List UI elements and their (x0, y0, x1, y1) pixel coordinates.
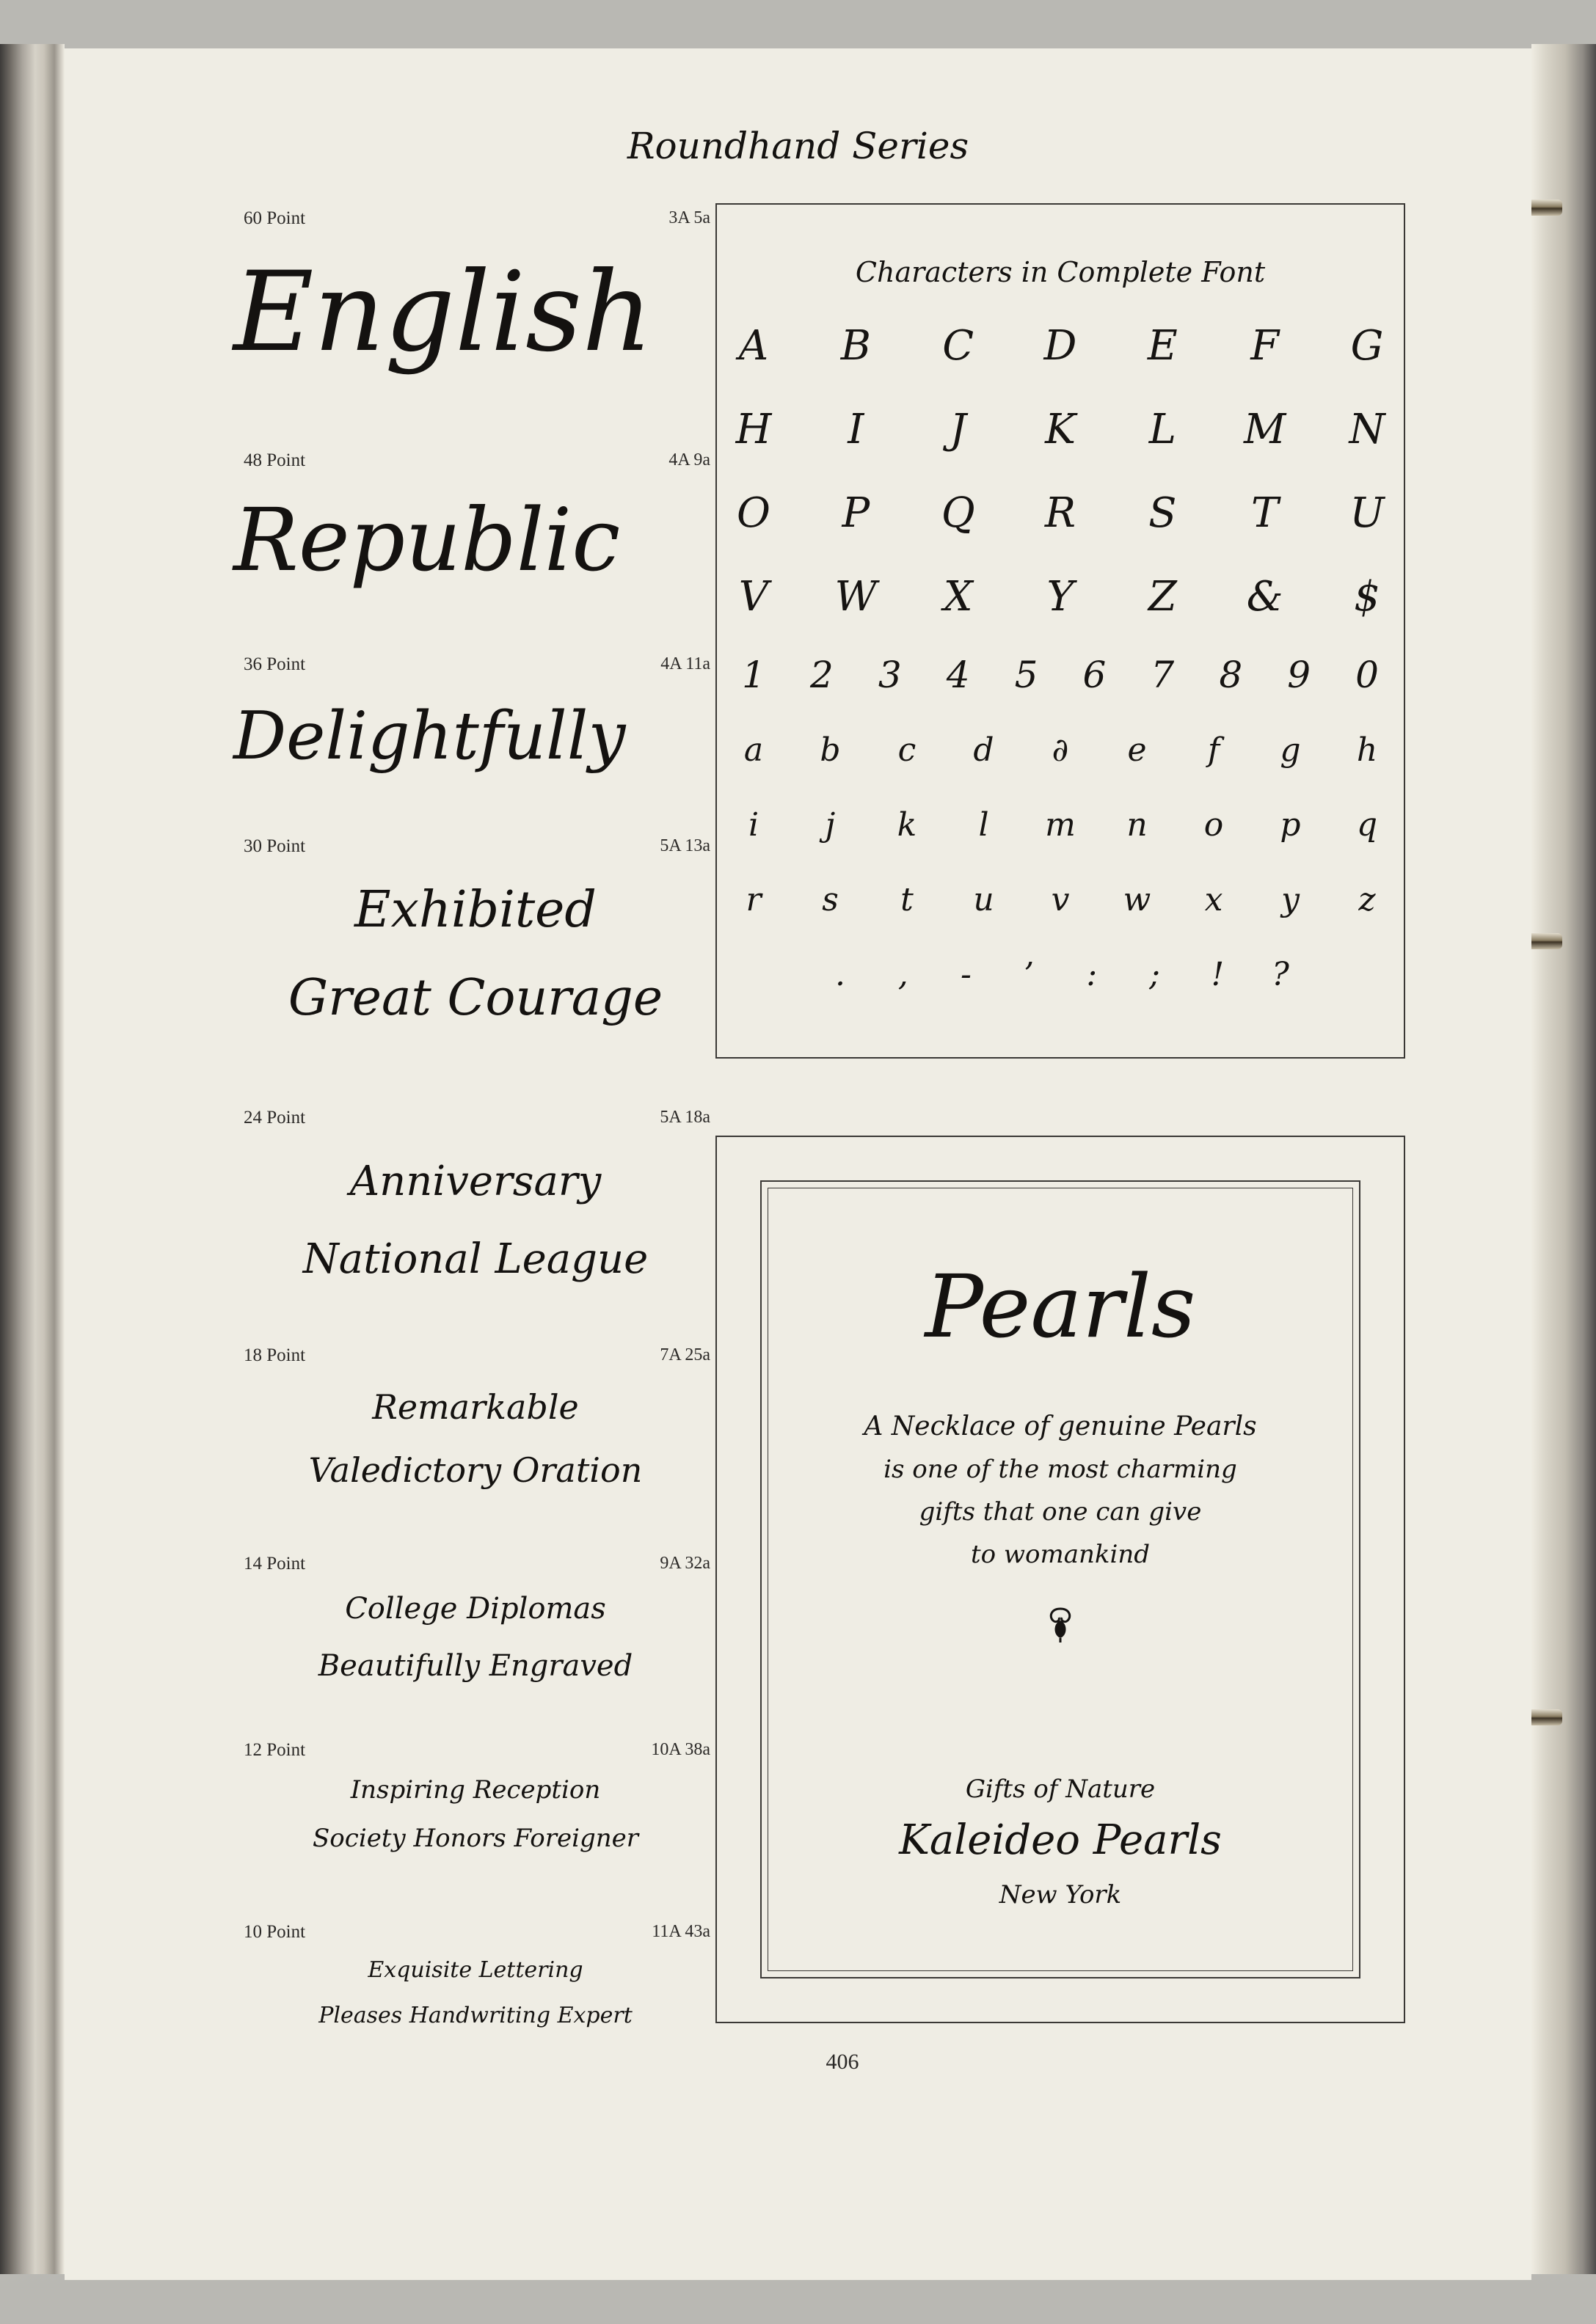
specimen-line: Anniversary (349, 1158, 602, 1205)
font-glyph: 0 (1355, 654, 1379, 696)
font-glyph: K (1045, 406, 1076, 453)
ad-location: New York (999, 1880, 1122, 1910)
font-glyph: m (1045, 806, 1076, 844)
font-glyph: & (1246, 573, 1283, 621)
font-glyph: ? (1272, 956, 1289, 993)
specimen-line: Great Courage (288, 969, 663, 1027)
page-number: 406 (826, 2050, 859, 2074)
font-glyph: k (897, 806, 917, 844)
font-glyph: Y (1046, 573, 1074, 621)
font-glyph: u (973, 881, 994, 918)
font-glyph: ; (1149, 956, 1160, 993)
font-glyph: d (973, 731, 994, 769)
font-glyph: s (822, 881, 839, 918)
font-glyph: N (1349, 406, 1385, 453)
ad-body-line: A Necklace of genuine Pearls (864, 1411, 1257, 1441)
font-count-label: 5A 18a (660, 1108, 710, 1127)
font-glyph: L (1148, 406, 1176, 453)
font-glyph: H (735, 406, 772, 453)
font-glyph: q (1356, 806, 1378, 844)
font-glyph: l (978, 806, 989, 844)
font-glyph: a (743, 731, 764, 769)
ad-body-line: gifts that one can give (919, 1497, 1202, 1527)
font-glyph: 7 (1151, 654, 1175, 696)
font-glyph: A (738, 322, 769, 370)
ad-headline: Pearls (925, 1256, 1196, 1357)
ad-tagline: Gifts of Nature (965, 1775, 1156, 1804)
specimen-line: Exhibited (354, 881, 597, 939)
specimen-line: Republic (233, 489, 621, 591)
specimen-line: Remarkable (372, 1387, 579, 1427)
font-glyph: S (1148, 489, 1177, 537)
font-glyph: 5 (1014, 654, 1038, 696)
font-glyph: T (1250, 489, 1279, 537)
specimen-line: National League (302, 1235, 649, 1283)
point-size-label: 10 Point (244, 1922, 306, 1942)
font-glyph: b (820, 731, 841, 769)
point-size-label: 30 Point (244, 836, 306, 856)
font-glyph: z (1358, 881, 1376, 918)
specimen-line: Society Honors Foreigner (313, 1824, 638, 1853)
font-glyph: c (897, 731, 917, 769)
book-page (65, 48, 1531, 2280)
ad-body-line: to womankind (970, 1540, 1151, 1569)
font-glyph: V (738, 573, 769, 621)
point-size-label: 48 Point (244, 450, 306, 470)
font-glyph: g (1280, 731, 1301, 769)
font-glyph: v (1051, 881, 1070, 918)
font-glyph: B (840, 322, 871, 370)
book-left-edge (0, 44, 65, 2274)
specimen-line: Pleases Handwriting Expert (318, 2003, 633, 2028)
font-count-label: 5A 13a (660, 836, 710, 855)
specimen-line: Beautifully Engraved (318, 1649, 633, 1683)
ad-body-line: is one of the most charming (883, 1455, 1237, 1484)
point-size-label: 36 Point (244, 654, 306, 674)
font-count-label: 4A 9a (668, 450, 710, 469)
font-glyph: , (897, 956, 908, 993)
font-count-label: 3A 5a (668, 208, 710, 227)
font-glyph: R (1044, 489, 1076, 537)
font-glyph: P (842, 489, 870, 537)
specimen-line: Inspiring Reception (350, 1775, 601, 1805)
font-glyph: - (960, 956, 972, 993)
font-glyph: U (1349, 489, 1385, 537)
font-glyph: C (942, 322, 974, 370)
font-count-label: 4A 11a (660, 654, 710, 673)
charset-heading: Characters in Complete Font (855, 256, 1266, 288)
font-count-label: 10A 38a (651, 1740, 710, 1759)
font-glyph: i (748, 806, 759, 844)
font-glyph: 1 (742, 654, 765, 696)
fleuron-ornament-icon (1038, 1601, 1082, 1645)
font-glyph: ’ (1024, 956, 1035, 993)
font-glyph: 2 (809, 654, 834, 696)
font-glyph: Z (1148, 573, 1177, 621)
font-glyph: 3 (878, 654, 902, 696)
specimen-line: Valedictory Oration (308, 1450, 643, 1490)
point-size-label: 24 Point (244, 1108, 306, 1128)
font-glyph: $ (1354, 573, 1380, 621)
font-glyph: J (950, 406, 966, 453)
font-glyph: y (1281, 881, 1300, 918)
font-glyph: Q (941, 489, 975, 537)
font-glyph: 9 (1287, 654, 1311, 696)
font-glyph: x (1204, 881, 1223, 918)
font-glyph: n (1126, 806, 1148, 844)
advertisement-border (760, 1180, 1360, 1978)
font-glyph: 8 (1219, 654, 1243, 696)
font-glyph: M (1243, 406, 1286, 453)
font-count-label: 7A 25a (660, 1345, 710, 1364)
font-glyph: . (835, 956, 845, 993)
font-glyph: j (825, 806, 836, 844)
book-right-edge (1531, 44, 1596, 2274)
point-size-label: 60 Point (244, 208, 306, 228)
font-glyph: e (1127, 731, 1147, 769)
font-glyph: o (1203, 806, 1224, 844)
font-glyph: r (746, 881, 762, 918)
font-glyph: 4 (946, 654, 970, 696)
specimen-line: Delightfully (233, 698, 626, 775)
font-count-label: 9A 32a (660, 1554, 710, 1573)
point-size-label: 14 Point (244, 1554, 306, 1574)
point-size-label: 18 Point (244, 1345, 306, 1365)
font-glyph: 6 (1082, 654, 1107, 696)
specimen-line: Exquisite Lettering (368, 1957, 583, 1983)
font-glyph: p (1280, 806, 1301, 844)
font-glyph: G (1350, 322, 1384, 370)
font-glyph: O (737, 489, 770, 537)
font-glyph: D (1043, 322, 1077, 370)
font-glyph: ! (1211, 956, 1225, 993)
font-glyph: ∂ (1052, 731, 1069, 769)
font-glyph: w (1123, 881, 1151, 918)
font-glyph: X (943, 573, 973, 621)
complete-font-panel (715, 203, 1405, 1059)
font-glyph: h (1356, 731, 1378, 769)
specimen-line: English (233, 249, 653, 376)
font-glyph: t (900, 881, 914, 918)
font-glyph: W (834, 573, 878, 621)
font-glyph: : (1086, 956, 1098, 993)
sample-advertisement (715, 1136, 1405, 2023)
point-size-label: 12 Point (244, 1740, 306, 1760)
font-count-label: 11A 43a (652, 1922, 710, 1941)
specimen-line: College Diplomas (345, 1592, 606, 1626)
font-glyph: I (848, 406, 864, 453)
font-glyph: f (1207, 731, 1220, 769)
font-glyph: E (1147, 322, 1178, 370)
page-title: Roundhand Series (627, 125, 969, 167)
ad-brand: Kaleideo Pearls (899, 1816, 1222, 1864)
font-glyph: F (1250, 322, 1280, 370)
